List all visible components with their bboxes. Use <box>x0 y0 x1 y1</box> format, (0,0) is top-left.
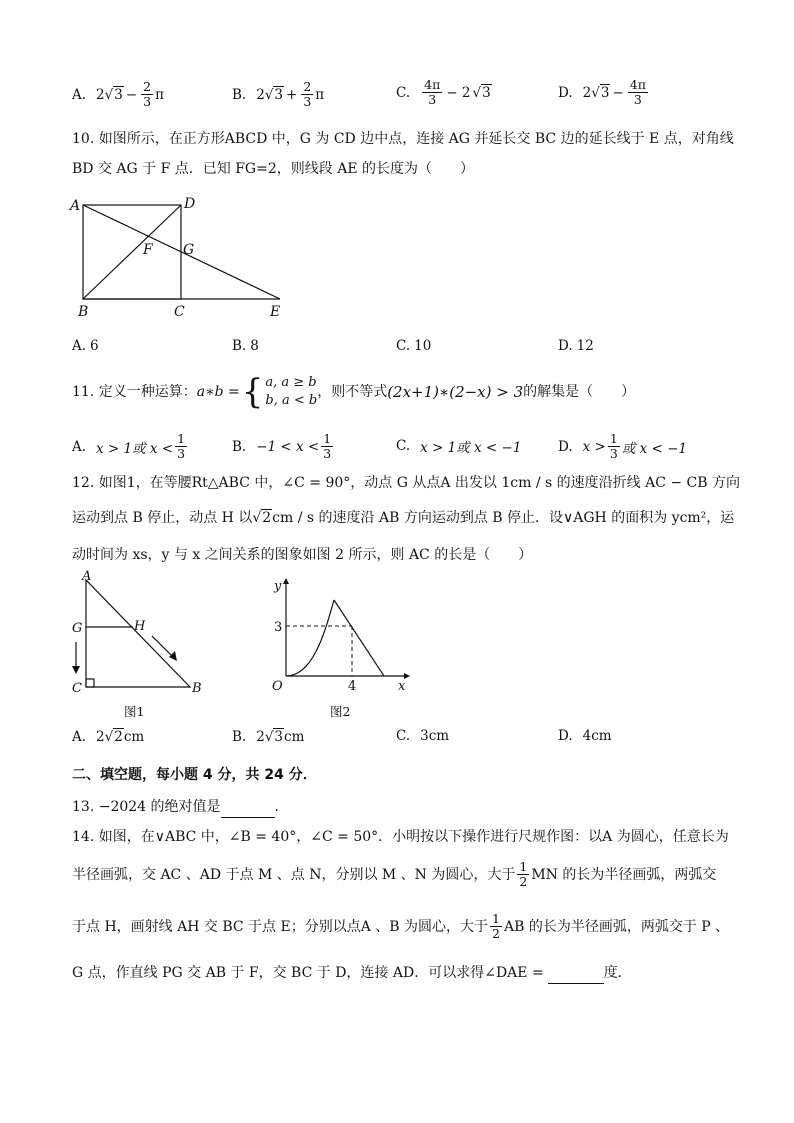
fig1-caption: 图1 <box>124 704 145 719</box>
q12-option-c[interactable]: C. 3cm <box>396 728 450 744</box>
point-label-g: G <box>183 242 195 258</box>
q12-line3: 动时间为 xs，y 与 x 之间关系的图象如图 2 所示，则 AC 的长是（ ） <box>72 547 533 563</box>
fig2-label-origin: O <box>272 679 283 694</box>
point-label-f: F <box>143 242 153 258</box>
option-label: A. <box>72 86 87 103</box>
point-label-d: D <box>184 196 196 212</box>
y-axis-arrow <box>283 578 289 584</box>
fig1-label-a: A <box>82 570 92 584</box>
fig2-tick-4: 4 <box>348 679 357 694</box>
fig1-label-c: C <box>72 681 82 696</box>
q14-line4: G 点，作直线 PG 交 AB 于 F，交 BC 于 D，连接 AD．可以求得∠DAE = 度． <box>72 962 632 984</box>
fraction: $\frac{1}{3}$ <box>609 431 618 461</box>
q14-answer-blank[interactable] <box>548 965 604 984</box>
option-label: B. <box>232 86 247 103</box>
q11-option-a[interactable]: A. x > 1或 x < $\frac{1}{3}$ <box>72 431 186 461</box>
diagonal-bd <box>83 205 181 299</box>
piecewise-definition: { a, a ≥ b b, a < b <box>241 372 318 412</box>
point-label-b: B <box>78 304 89 320</box>
q12-line1: 12. 如图1，在等腰Rt△ABC 中，∠C = 90°，动点 G 从点A 出发以 1cm / s 的速度沿折线 AC − CB 方向 <box>72 475 740 491</box>
fraction: $\frac{1}{2}$ <box>519 859 528 889</box>
curve-rising <box>286 600 334 676</box>
option-label: D. <box>558 84 573 101</box>
q9-option-c[interactable]: C. $\frac{4\pi}{3}$ − 2 √ 3 <box>396 77 491 107</box>
q12-line2: 运动到点 B 停止，动点 H 以√2cm / s 的速度沿 AB 方向运动到点 B 停止．设∨AGH 的面积为 ycm²，运 <box>72 510 735 526</box>
arrow-diagonal-head <box>169 651 177 661</box>
fig1-label-h: H <box>134 619 146 634</box>
fig2-label-y: y <box>274 579 282 594</box>
fig2-tick-3: 3 <box>274 620 283 635</box>
fraction: $\frac{1}{3}$ <box>177 431 186 461</box>
fig2-caption: 图2 <box>330 704 351 719</box>
q10-option-c[interactable]: C. 10 <box>396 338 432 354</box>
arrow-down-head <box>72 666 80 674</box>
fig1-label-g: G <box>72 621 83 636</box>
fraction: $\frac{4\pi}{3}$ <box>424 77 441 107</box>
q9-option-d[interactable]: D. 2 √ 3 − $\frac{4\pi}{3}$ <box>558 77 646 107</box>
point-label-e: E <box>270 304 281 320</box>
right-angle-mark <box>86 679 94 687</box>
fraction: $\frac{1}{3}$ <box>323 431 332 461</box>
q12-option-d[interactable]: D. 4cm <box>558 728 612 744</box>
fraction: $\frac{2}{3}$ <box>303 79 312 109</box>
q13-answer-blank[interactable] <box>221 799 275 818</box>
q11-option-b[interactable]: B. −1 < x < $\frac{1}{3}$ <box>232 431 332 461</box>
q11-option-d[interactable]: D. x > $\frac{1}{3}$ 或 x < −1 <box>558 431 688 461</box>
q13-stem: 13. −2024 的绝对值是 ． <box>72 796 289 818</box>
q9-option-b[interactable]: B. 2 √ 3 + $\frac{2}{3}$ π <box>232 79 325 109</box>
fraction: $\frac{1}{2}$ <box>492 911 500 941</box>
q14-line1: 14. 如图，在∨ABC 中，∠B = 40°，∠C = 50°．小明按以下操作进行尺规作图：以A 为圆心，任意长为 <box>72 829 729 845</box>
fraction: $\frac{4\pi}{3}$ <box>629 77 646 107</box>
q10-option-a[interactable]: A. 6 <box>72 338 99 354</box>
q10-option-d[interactable]: D. 12 <box>558 338 594 354</box>
q12-option-a[interactable]: A. 2 √ 2 cm <box>72 728 145 745</box>
q10-option-b[interactable]: B. 8 <box>232 338 259 354</box>
arrow-diagonal-shaft <box>152 636 174 658</box>
fraction: $\frac{2}{3}$ <box>143 79 152 109</box>
fig2-label-x: x <box>398 679 406 694</box>
q12-figure1 <box>66 570 216 720</box>
q9-option-a[interactable]: A. 2 √ 3 − $\frac{2}{3}$ π <box>72 79 164 109</box>
fig1-label-b: B <box>192 681 202 696</box>
section-heading-fill-in: 二、填空题，每小题 4 分，共 24 分． <box>72 767 317 783</box>
option-label: C. <box>396 84 411 101</box>
q11-stem: 11. 定义一种运算： a∗b = { a, a ≥ b b, a < b ，则不等式 (2x+1)∗(2−x) > 3 的解集是（ ） <box>72 372 636 412</box>
point-label-c: C <box>174 304 185 320</box>
q10-figure <box>66 192 296 322</box>
q12-figure2 <box>266 574 426 722</box>
q10-line2: BD 交 AG 于 F 点．已知 FG=2，则线段 AE 的长度为（ ） <box>72 161 474 177</box>
point-label-a: A <box>70 198 81 214</box>
q14-line2: 半径画弧，交 AC 、AD 于点 M 、点 N，分别以 M 、N 为圆心，大于 $\frac{1}{2}$ MN 的长为半径画弧，两弧交 <box>72 859 717 889</box>
q11-option-c[interactable]: C. x > 1或 x < −1 <box>396 438 522 456</box>
line-falling <box>334 600 384 676</box>
q12-option-b[interactable]: B. 2 √ 3 cm <box>232 728 305 745</box>
q10-line1: 10. 如图所示，在正方形ABCD 中，G 为 CD 边中点，连接 AG 并延长交 BC 边的延长线于 E 点，对角线 <box>72 131 734 147</box>
q14-line3: 于点 H，画射线 AH 交 BC 于点 E；分别以点A 、B 为圆心，大于 $\frac{1}{2}$ AB 的长为半径画弧，两弧交于 P 、 <box>72 911 730 941</box>
